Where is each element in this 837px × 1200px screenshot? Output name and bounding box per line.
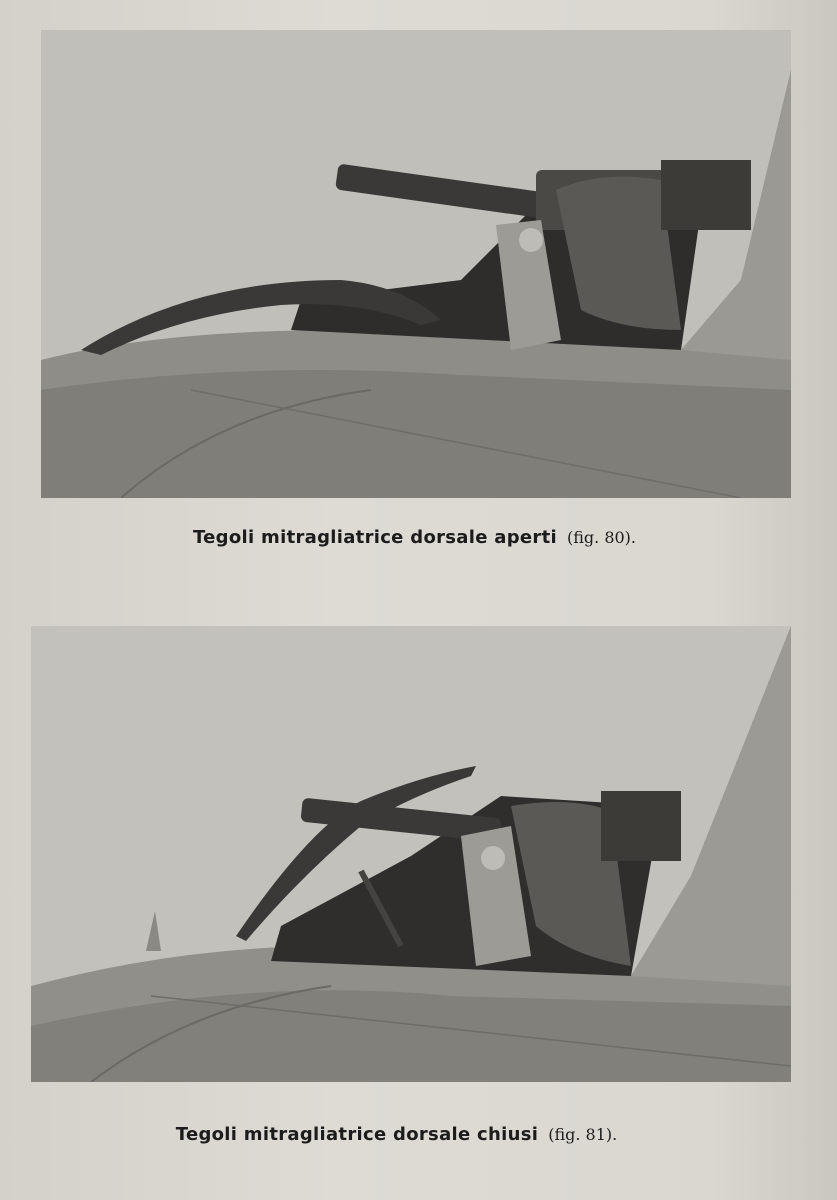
photo-dorsal-gun-open bbox=[41, 30, 791, 498]
figure-80-caption-text: Tegoli mitragliatrice dorsale aperti bbox=[192, 527, 557, 548]
figure-80-caption bbox=[0, 527, 833, 548]
figure-81-caption bbox=[0, 1124, 815, 1145]
figure-81-ref: (fig. 81). bbox=[548, 1125, 618, 1144]
photo-dorsal-gun-closed bbox=[31, 626, 791, 1082]
figure-80-ref: (fig. 80). bbox=[566, 528, 636, 547]
figure-81-caption-text: Tegoli mitragliatrice dorsale chiusi bbox=[175, 1124, 539, 1145]
